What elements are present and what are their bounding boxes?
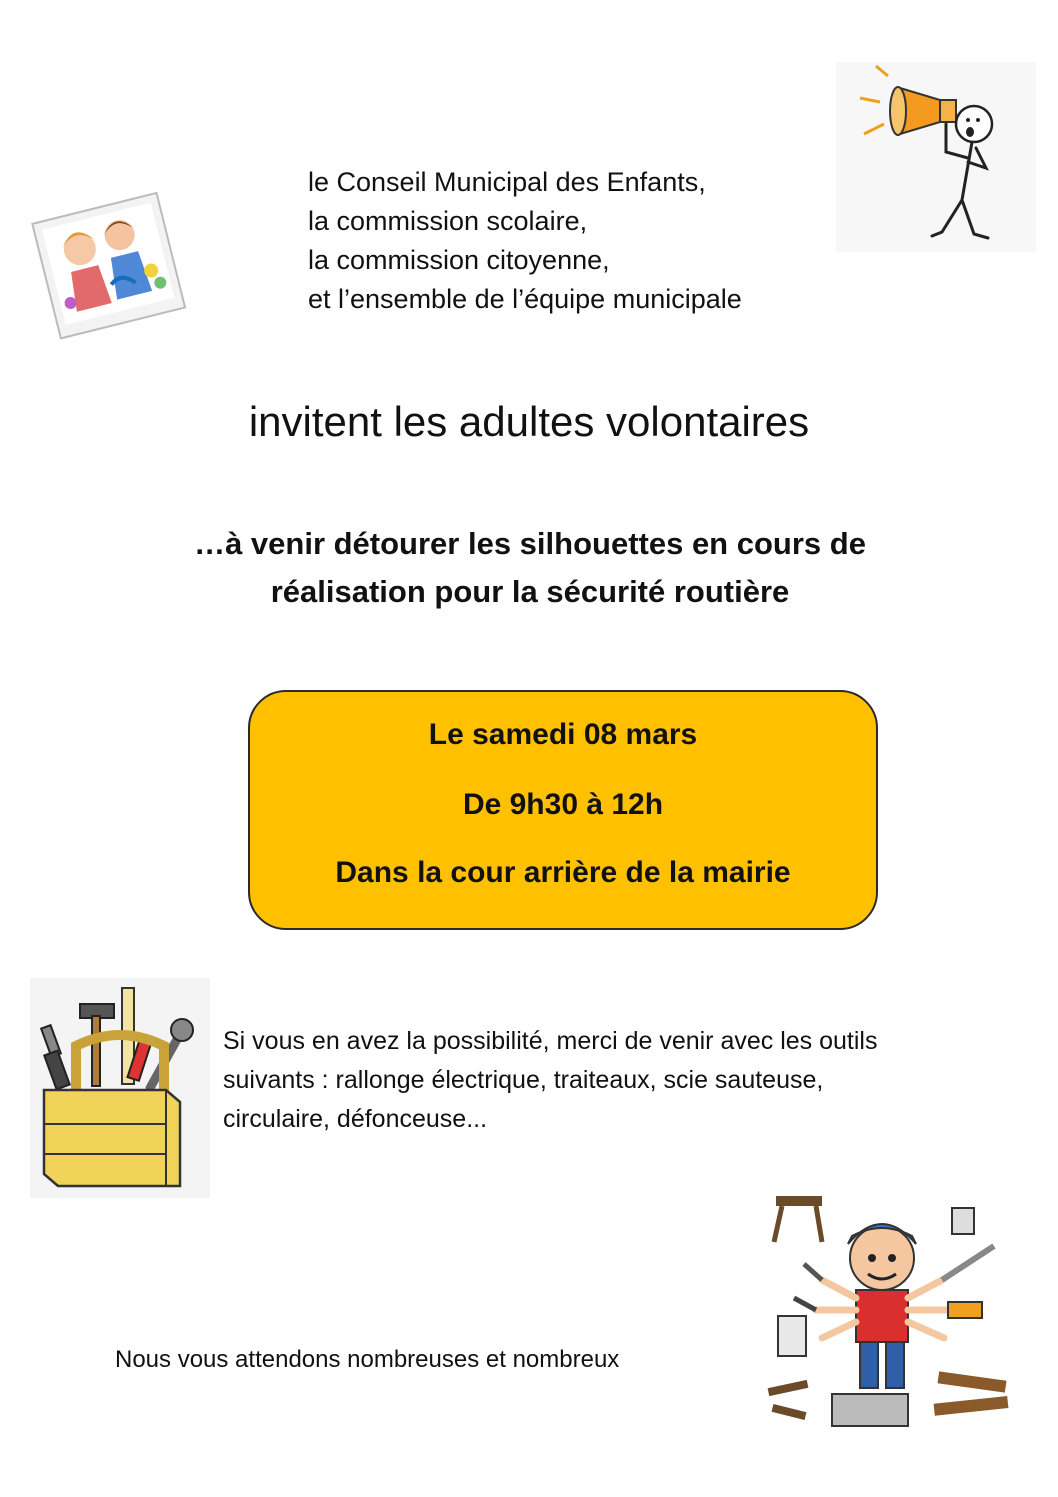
organizer-line: le Conseil Municipal des Enfants,	[308, 167, 706, 197]
tools-request	[223, 1022, 1023, 1139]
closing-message: Nous vous attendons nombreuses et nombreux	[115, 1346, 620, 1373]
event-details-box	[248, 690, 878, 930]
organizers-list	[308, 163, 742, 319]
tools-line-3: circulaire, défonceuse...	[223, 1105, 488, 1133]
organizer-line: la commission scolaire,	[308, 206, 588, 236]
megaphone-stickman-icon	[836, 62, 1036, 252]
subtitle	[100, 520, 960, 616]
children-painting-icon	[22, 185, 192, 340]
subtitle-line-1: …à venir détourer les silhouettes en cours de	[194, 526, 866, 561]
event-time: De 9h30 à 12h	[462, 788, 664, 821]
handyman-icon	[762, 1186, 1022, 1436]
organizer-line: la commission citoyenne,	[308, 245, 610, 275]
tools-line-1: Si vous en avez la possibilité, merci de venir avec les outils	[223, 1027, 878, 1055]
toolbox-icon	[30, 978, 210, 1198]
event-date: Le samedi 08 mars	[428, 718, 698, 751]
subtitle-line-2: réalisation pour la sécurité routière	[270, 574, 790, 609]
organizer-line: et l’ensemble de l’équipe municipale	[308, 284, 742, 314]
event-place: Dans la cour arrière de la mairie	[335, 856, 791, 889]
invite-title: invitent les adultes volontaires	[248, 398, 810, 445]
tools-line-2: suivants : rallonge électrique, traiteaux, scie sauteuse,	[223, 1066, 824, 1094]
